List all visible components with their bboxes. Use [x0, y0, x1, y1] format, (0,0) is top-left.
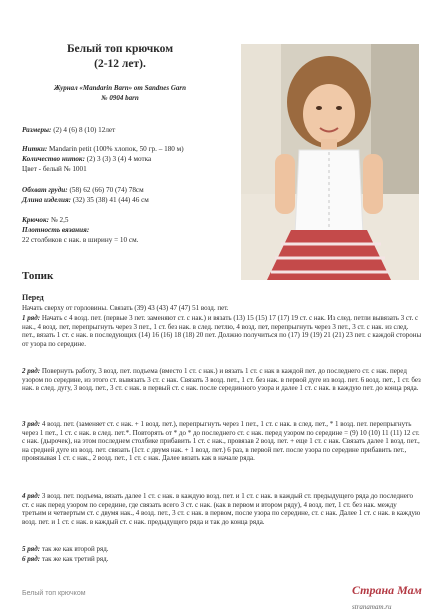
row-text: Начать с 4 возд. пет. (первые 3 пет. заменяют ст. с нак.) и вязать (13) 15 (15) 17 (17) 19 ст. с нак. Из след. петли вывязать 3 ст. с нак., 4 возд. пет, перепрыгнуть через 3 пет., 1 ст. без нак. в след. петлю, 4 возд. пет, перепрыгнуть через 3 пет., 3 ст. с нак. из след. пет., вязать 1 ст. с нак. в последующих (14) 16 (16) 18 (18) 20 пет. Должно получиться по (17) 19 (19) 21 (21) 23 пет. с каждой стороны от узора по середине. — [22, 314, 422, 348]
hook-label: Крючок: — [22, 216, 50, 224]
footer-caption: Белый топ крючком — [22, 590, 86, 597]
hook-value: № 2,5 — [49, 216, 69, 224]
child-illustration — [241, 44, 419, 280]
row-label: 2 ряд: — [22, 367, 41, 375]
chest-value: (58) 62 (66) 70 (74) 78см — [67, 186, 144, 194]
row-6 — [22, 555, 422, 564]
row-label: 6 ряд: — [22, 555, 41, 563]
row-label: 5 ряд: — [22, 545, 41, 553]
row-1 — [22, 314, 422, 348]
row-2 — [22, 367, 422, 393]
row-text: Повернуть работу, 3 возд. пет. подъема (вместо 1 ст. с нак.) и вязать 1 ст. с нак в каждой пет. до последнего ст. с нак. перед узором по середине, из этого ст. вывязать 3 ст. с нак. Связать 3 возд. пет., 1 ст. без нак. в первой дуге из возд. пет. 6 возд. пет., 1 ст. без нак. в след. дугу, 3 возд. пет., 3 ст. с нак. в первый ст. с нак. после серединного узора и далее 1 ст. с нак. в каждую пет. до конца ряда. — [22, 367, 421, 393]
qty-line — [22, 155, 151, 164]
gauge-label: Плотность вязания: — [22, 226, 90, 234]
watermark-logo — [352, 583, 422, 613]
yarn-label: Нитки: — [22, 145, 48, 153]
section-title: Топик — [22, 270, 54, 282]
hook-line — [22, 216, 68, 225]
page-subtitle: (2-12 лет). — [94, 58, 146, 70]
child-photo — [241, 44, 419, 280]
chest-line — [22, 186, 144, 195]
watermark-text: Страна Мам — [352, 583, 422, 597]
section-subtitle: Перед — [22, 293, 44, 302]
row-label: 1 ряд: — [22, 314, 41, 322]
row-4 — [22, 492, 422, 526]
qty-label: Количество ниток: — [22, 155, 85, 163]
row-text: 4 возд. пет. (заменяет ст. с нак. + 1 возд. пет.), перепрыгнуть через 1 пет., 1 ст. с нак. в след. пет., * 1 возд. пет. перепрыгнуть через 1 пет., 1 ст. с нак. в след. пет.*. Повторять от * до * до последнего ст. с нак. перед узором по середине = (9) 10 (10) 11 (11) 12 ст. с нак. (дырочек), на этом последнем столбике прибавить 1 ст. с нак., провязав 2 возд. пет. + еще 1 ст. с нак. Связать далее 1 возд. пет., на средней дуге из возд. пет. связать (1ст. с двумя нак. + 1 возд. пет.) 6 раз, в первой пет. после узора по середине прибавить пет., провязывая 1 ст. с нак., 2 возд. пет., 1 ст. с нак. Далее вязать как в начале ряда. — [22, 420, 420, 463]
row-text: 3 возд. пет. подъема, вязать далее 1 ст. с нак. в каждую возд. пет. и 1 ст. с нак. в каждый ст. предыдущего ряда до последнего ст. с нак перед узором по середине, где связать всего 3 ст. с нак. (как в первом и втором ряду), 4 возд. пет, 1 ст. без нак. между третьим и четвертым ст. с двумя нак., 4 возд. пет., 3 ст. с нак. в первом, после узора по середине, ст. с нак. Далее 1 ст. с нак. в каждую возд. пет. и 1 ст. с нак. в каждый ст. с нак. предыдущего ряда и так до конца ряда. — [22, 492, 421, 526]
watermark-url: stranamam.ru — [352, 603, 392, 611]
length-label: Длина изделия: — [22, 196, 72, 204]
sizes-value: (2) 4 (6) 8 (10) 12лет — [51, 126, 116, 134]
page-title: Белый топ крючком — [66, 43, 174, 55]
intro-text: Начать сверху от горловины. Связать (39) 43 (43) 47 (47) 51 возд. пет. — [22, 304, 229, 312]
row-3 — [22, 420, 422, 463]
yarn-value: Mandarin petit (100% хлопок, 50 гр. – 180 м) — [47, 145, 184, 153]
row-text: так же как третий ряд. — [40, 555, 109, 563]
row-5 — [22, 545, 422, 554]
length-value: (32) 35 (38) 41 (44) 46 см — [71, 196, 149, 204]
qty-value: (2) 3 (3) 3 (4) 4 мотка — [84, 155, 152, 163]
row-label: 3 ряд: — [22, 420, 41, 428]
row-text: так же как второй ряд. — [40, 545, 109, 553]
gauge-value: 22 столбиков с нак. в ширину = 10 см. — [22, 236, 139, 244]
yarn-line — [22, 145, 184, 154]
color-line: Цвет - белый № 1001 — [22, 165, 87, 173]
chest-label: Обхват груди: — [22, 186, 68, 194]
length-line — [22, 196, 149, 205]
gauge-label-line — [22, 226, 89, 235]
sizes-label: Размеры: — [22, 126, 52, 134]
magazine-line: Журнал «Mandarin Barn» от Sandnes Garn — [53, 84, 187, 92]
sizes-line — [22, 126, 115, 135]
magazine-number: № 0904 barn — [101, 94, 139, 102]
row-label: 4 ряд: — [22, 492, 41, 500]
